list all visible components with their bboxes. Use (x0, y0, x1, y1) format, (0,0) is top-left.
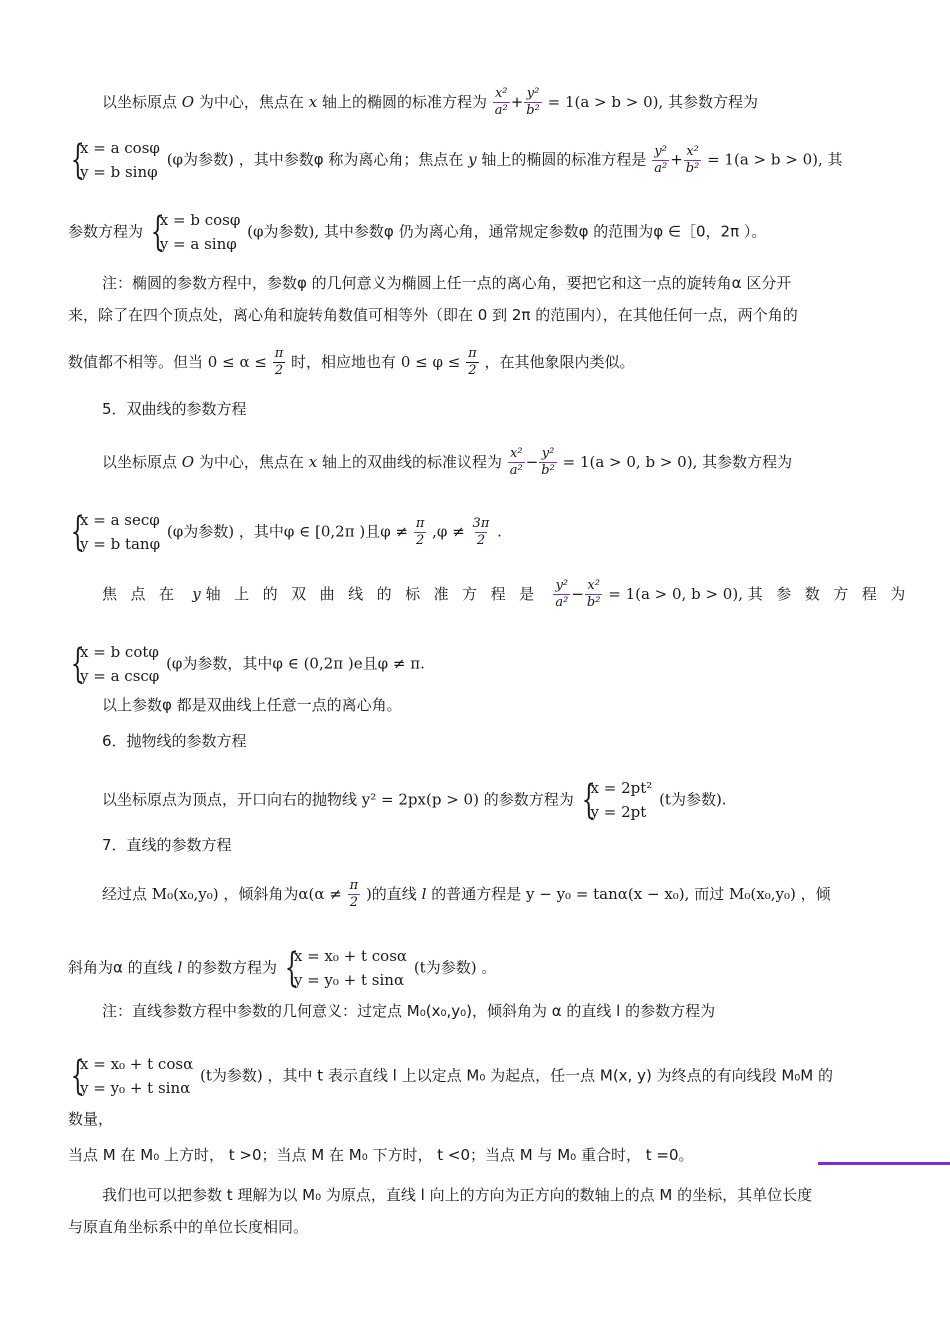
fraction (539, 446, 557, 479)
section5-line-5 (102, 694, 884, 716)
symbol-l: l (177, 958, 183, 977)
text: 焦点在 (102, 585, 188, 603)
text: 轴上的双曲线的标准方程是 (205, 585, 548, 603)
symbol-l: l (421, 885, 427, 903)
equation: y² = 2px(p > 0) (361, 790, 479, 809)
equation-system (68, 508, 160, 556)
brace: { (581, 777, 596, 823)
fraction (466, 346, 479, 379)
text: 以坐标原点 (102, 93, 178, 111)
equation: y − y₀ = tanα(x − x₀), (525, 885, 690, 903)
equation-system (579, 776, 653, 824)
system-row: x = a cosφ (80, 139, 160, 157)
inequality: 0 ≤ α ≤ (207, 353, 267, 371)
note2-line-1 (102, 1000, 884, 1022)
text: 为中心，焦点在 (198, 93, 304, 111)
system-row: y = a sinφ (159, 235, 237, 253)
numerator: π (415, 515, 425, 531)
system-row: x = x₀ + t cosα (293, 947, 408, 965)
fraction (585, 578, 603, 611)
system-row: x = b cosφ (159, 211, 241, 229)
system-row: x = 2pt² (590, 779, 653, 797)
note2-line-5 (102, 1184, 884, 1206)
numerator: x² (587, 578, 600, 593)
param-note: (φ为参数，其中φ ∈ (0,2π )e且φ ≠ π. (166, 654, 425, 673)
text: . (497, 522, 502, 541)
equation: = 1(a > b > 0), (707, 150, 823, 169)
text: 注：椭圆的参数方程中，参数φ 的几何意义为椭圆上任一点的离心角，要把它和这一点的旋转角α 区分开 (102, 274, 792, 292)
text: 以坐标原点 (102, 453, 178, 471)
system-row: x = x₀ + t cosα (80, 1055, 194, 1073)
text: 以坐标原点为顶点，开口向右的抛物线 (102, 790, 358, 809)
ellipse-line-1: 以坐标原点 O 为中心，焦点在 x 轴上的椭圆的标准方程为 $\frac{\text{x²}}{\text{a²}}$ + $\frac{\text{y²}}{\text{b²}}$ = 1(a > b > 0), 其参数方程为 (102, 86, 759, 118)
fraction (553, 578, 570, 611)
fraction (273, 346, 286, 379)
equation: = 1(a > b > 0), (547, 93, 664, 111)
fraction (493, 86, 510, 119)
denominator: 2 (468, 363, 477, 378)
numerator: y² (541, 446, 555, 461)
fraction (508, 446, 525, 479)
fraction (652, 144, 669, 177)
text: 以上参数φ 都是双曲线上任意一点的离心角。 (102, 696, 402, 714)
text: 来，除了在四个顶点处，离心角和旋转角数值可相等外（即在 0 到 2π 的范围内），在其他任何一点，两个角的 (68, 306, 798, 324)
numerator: π (349, 878, 359, 893)
note1-line-1 (102, 272, 884, 294)
heading: 5．双曲线的参数方程 (102, 400, 247, 418)
equation-system (68, 640, 159, 688)
text: 其中参数φ 仍为离心角，通常规定参数φ 的范围为φ ∈［0，2π ）。 (323, 222, 767, 241)
numerator: y² (555, 578, 569, 593)
text: 的参数方程为 (483, 790, 574, 809)
system-row: x = b cotφ (80, 643, 159, 661)
text: 轴上的双曲线的标准议程为 (321, 453, 502, 471)
symbol-x: x (308, 93, 318, 111)
param-note: (t为参数). (659, 790, 727, 809)
brace: { (70, 641, 85, 687)
text: 其参数方程为 (702, 453, 793, 471)
denominator: 2 (415, 532, 425, 548)
heading: 7．直线的参数方程 (102, 836, 232, 854)
numerator: x² (509, 446, 523, 461)
fraction (524, 86, 542, 119)
brace: { (284, 945, 299, 991)
note2-line-6 (68, 1216, 884, 1238)
text: 而过 (694, 885, 725, 903)
text: 与原直角坐标系中的单位长度相同。 (68, 1218, 309, 1236)
denominator: a² (555, 595, 569, 610)
note2-line-3 (68, 1108, 884, 1130)
fraction (471, 516, 492, 549)
section5-line-1: 以坐标原点 O 为中心，焦点在 x 轴上的双曲线的标准议程为 $\frac{\text{x²}}{\text{a²}}$ − $\frac{\text{y²}}{\text{b²}}$ = 1(a > 0, b > 0), 其参数方程为 (102, 446, 793, 478)
numerator: x² (686, 143, 699, 159)
equation-system (148, 208, 241, 256)
denominator: b² (526, 103, 540, 118)
denominator: a² (494, 103, 508, 118)
brace: { (150, 209, 165, 255)
section-6-heading (102, 730, 884, 752)
numerator: x² (494, 86, 508, 101)
system-row: y = y₀ + t sinα (80, 1079, 191, 1097)
equation: = 1(a > 0, b > 0), (562, 453, 698, 471)
text: 轴上的椭圆的标准方程是 (481, 150, 647, 169)
text: 斜角为α 的直线 (68, 958, 173, 977)
system-row: y = b tanφ (80, 535, 161, 553)
text: ,φ ≠ (432, 522, 465, 541)
text: 的普通方程是 (431, 885, 522, 903)
heading: 6．抛物线的参数方程 (102, 732, 247, 750)
section5-line-3: 焦点在 y 轴上的双曲线的标准方程是 $\frac{\text{y²}}{\text{a²}}$ − $\frac{\text{x²}}{\text{b²}}$ = 1(a > 0, b > 0), 其参数方程为 (102, 578, 919, 610)
ellipse-line-3 (68, 208, 884, 256)
section-5-heading (102, 398, 884, 420)
system-row: x = a secφ (80, 511, 160, 529)
section5-line-2 (68, 508, 884, 556)
denominator: 2 (274, 363, 284, 378)
denominator: b² (586, 595, 601, 610)
text: 数量， (68, 1110, 114, 1128)
text: 数值都不相等。但当 (68, 353, 204, 371)
text: ，在其他象限内类似。 (484, 353, 635, 371)
text: 其 (827, 150, 843, 169)
brace: { (70, 509, 85, 555)
text: ，其中φ ∈ [0,2π )且φ ≠ (238, 522, 409, 541)
fraction (348, 878, 361, 911)
section-7-heading (102, 834, 884, 856)
denominator: a² (654, 160, 668, 176)
text: 参数方程为 (68, 222, 144, 241)
text: ，其中参数φ 称为离心角；焦点在 (238, 150, 464, 169)
numerator: π (274, 346, 284, 361)
denominator: a² (509, 463, 523, 478)
text: 为中心，焦点在 (198, 453, 304, 471)
ellipse-line-2: { x = a cosφ y = b sinφ (φ为参数) ，其中参数φ 称为离心角；焦点在 y 轴上的椭圆的标准方程是 $\frac{\text{y²}}{\text{a²}}$ + $\frac{\text{x²}}{\text{b²}}$ = 1(a > b > 0), 其 (68, 136, 884, 184)
fraction (684, 144, 702, 177)
denominator: 2 (349, 895, 359, 910)
symbol-y: y (468, 150, 477, 169)
note2-line-4 (68, 1144, 884, 1166)
denominator: b² (685, 160, 700, 176)
text: )的直线 (365, 885, 417, 903)
text: 注：直线参数方程中参数的几何意义：过定点 M₀(x₀,y₀)，倾斜角为 α 的直线 l 的参数方程为 (102, 1002, 716, 1020)
point-m0: M₀(x₀,y₀) (729, 885, 796, 903)
equation-system (68, 1052, 193, 1100)
accent-divider (818, 1162, 950, 1165)
system-row: y = y₀ + t sinα (293, 971, 405, 989)
symbol-o: O (181, 453, 195, 471)
numerator: y² (526, 86, 540, 101)
denominator: 2 (476, 532, 486, 548)
system-row: y = b sinφ (80, 163, 158, 181)
text: ，其中 t 表示直线 l 上以定点 M₀ 为起点，任一点 M(x, y) 为终点的有向线段 M₀M 的 (267, 1066, 834, 1085)
brace: { (70, 1053, 85, 1099)
text: 轴上的椭圆的标准方程为 (321, 93, 487, 111)
fraction (414, 516, 427, 549)
equation: = 1(a > 0, b > 0), (608, 585, 743, 603)
section6-line-1 (102, 776, 884, 824)
text: ，倾 (800, 885, 831, 903)
equation-system (68, 136, 160, 184)
inequality: 0 ≤ φ ≤ (400, 353, 461, 371)
text: 其参数方程为 (668, 93, 759, 111)
note1-line-2 (68, 304, 884, 326)
denominator: b² (541, 463, 555, 478)
symbol-o: O (181, 93, 195, 111)
text: 。 (481, 958, 497, 977)
system-row: y = 2pt (590, 803, 647, 821)
brace: { (70, 137, 85, 183)
point-m0: M₀(x₀,y₀) (151, 885, 219, 903)
section7-line-2 (68, 944, 884, 992)
section5-line-4 (68, 640, 884, 688)
text: 时，相应地也有 (291, 353, 397, 371)
text: 的参数方程为 (187, 958, 278, 977)
equation-system (282, 944, 407, 992)
numerator: 3π (472, 515, 490, 531)
system-row: y = a cscφ (80, 667, 160, 685)
param-note: (t为参数) (413, 958, 477, 977)
param-note: (φ为参数) (166, 150, 234, 169)
numerator: π (468, 346, 477, 361)
text: 经过点 (102, 885, 148, 903)
text: 当点 M 在 M₀ 上方时， t >0；当点 M 在 M₀ 下方时， t <0；当点 M 与 M₀ 重合时， t =0。 (68, 1146, 694, 1164)
note1-line-3 (68, 346, 884, 379)
param-note: (φ为参数) (166, 522, 235, 541)
param-note: (t为参数) (199, 1066, 263, 1085)
symbol-x: x (308, 453, 318, 471)
text: ，倾斜角为α(α ≠ (223, 885, 342, 903)
section7-line-1 (102, 878, 884, 911)
param-note: (φ为参数), (247, 222, 320, 241)
numerator: y² (654, 143, 667, 159)
text: 其参数方程为 (747, 585, 919, 603)
symbol-y: y (192, 585, 201, 603)
note2-line-2 (68, 1052, 884, 1100)
text: 我们也可以把参数 t 理解为以 M₀ 为原点，直线 l 向上的方向为正方向的数轴上的点 M 的坐标，其单位长度 (102, 1186, 813, 1204)
